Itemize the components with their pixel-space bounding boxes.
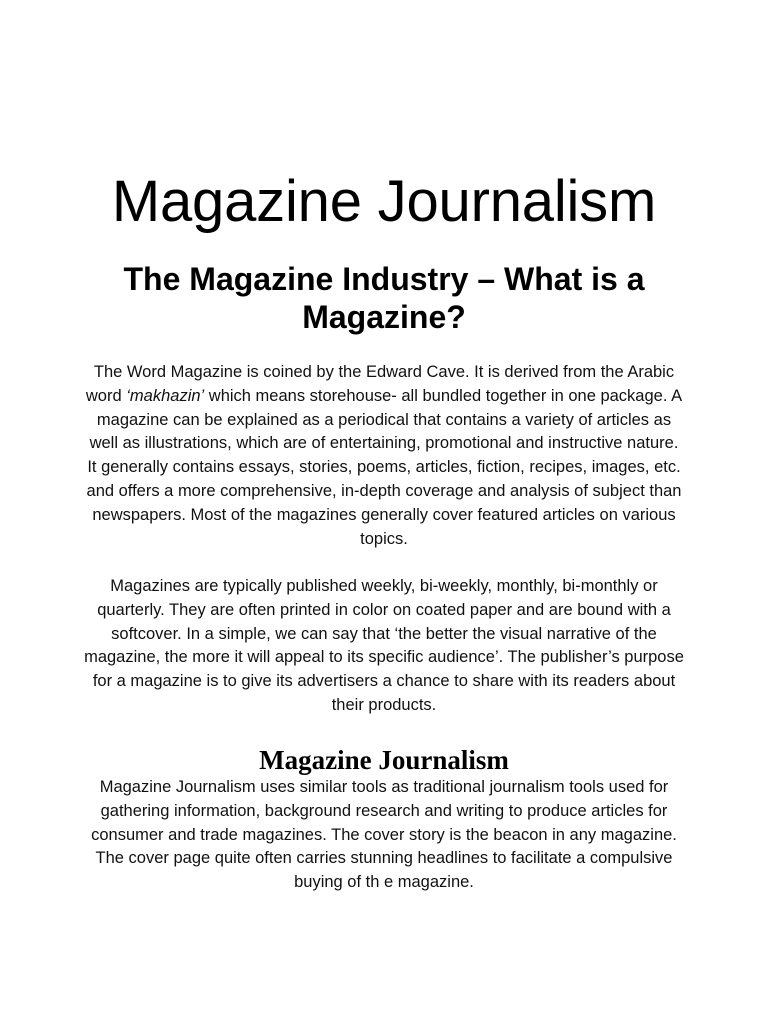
section-heading-magazine-industry: The Magazine Industry – What is a Magazine? [123,261,645,335]
paragraph-magazine-definition [84,361,684,551]
paragraph-magazine-journalism: Magazine Journalism uses similar tools as traditional journalism tools used for gathering information, background research and writing to produce articles for consumer and trade magazines. The cover story is the beacon in any magazine. The cover page quite often carries stunning headlines to facilitate a compulsive buying of th e magazine. [91,778,677,892]
paragraph-text: The Word Magazine is coined by the Edward Cave. It is derived from the Arabic word [85,363,675,405]
paragraph-text: which means storehouse- all bundled together in one package. A magazine can be explained as a periodical that contains a variety of articles as well as illustrations, which are of entertaining, promotional and instructive nature. It generally contains essays, stories, poems, articles, fiction, recipes, images, etc. and offers a more comprehensive, in-depth coverage and analysis of subject than newspapers. Most of the magazines generally cover featured articles on various topics. [86,386,683,548]
italic-term-makhazin: ‘makhazin’ [126,386,205,405]
subheading-magazine-journalism: Magazine Journalism [259,745,509,775]
paragraph-publication-frequency: Magazines are typically published weekly, bi-weekly, monthly, bi-monthly or quarterly. They are often printed in color on coated paper and are bound with a softcover. In a simple, we can say that ‘the better the visual narrative of the magazine, the more it will appeal to its specific audience’. The publisher’s purpose for a magazine is to give its advertisers a chance to share with its readers about their products. [84,577,684,714]
document-title: Magazine Journalism [111,169,657,234]
